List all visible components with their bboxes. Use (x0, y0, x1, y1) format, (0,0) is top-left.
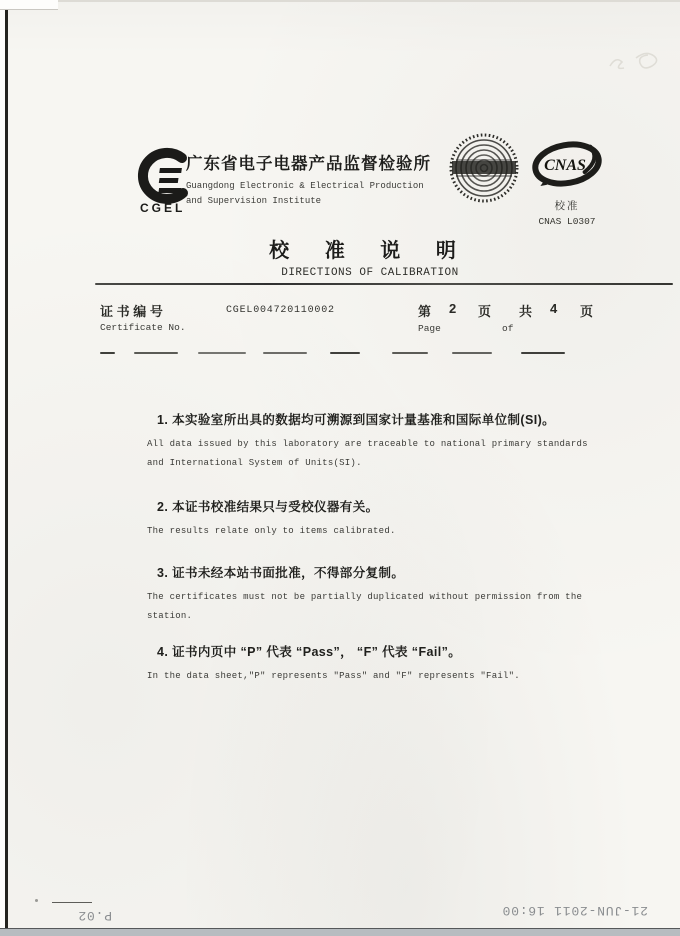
certificate-label-zh: 证 书 编 号 (100, 304, 163, 319)
blank-dash (392, 352, 428, 354)
scan-edge-bottom (0, 928, 680, 936)
blank-dash (521, 352, 565, 354)
fax-page-code: P.02 (77, 908, 112, 923)
direction-item-4-en: In the data sheet,"P" represents "Pass" and "F" represents "Fail". (147, 671, 520, 681)
direction-item-4-zh: 4. 证书内页中 “P” 代表 “Pass”， “F” 代表 “Fail”。 (157, 645, 462, 659)
blank-dash (100, 352, 115, 354)
page-zh-gong: 共 (519, 304, 533, 319)
certificate-label-en: Certificate No. (100, 322, 186, 333)
direction-item-1-en: All data issued by this laboratory are traceable to national primary standards and International System of Units(SI). (147, 439, 588, 468)
cnas-logo-text-svg: CNAS (544, 157, 586, 174)
direction-item-3-en: The certificates must not be partially duplicated without permission from the station. (147, 592, 583, 621)
institute-name-en (186, 179, 486, 209)
direction-item-3-zh: 3. 证书未经本站书面批准，不得部分复制。 (157, 566, 405, 580)
page-zh-ye1: 页 (478, 304, 492, 319)
direction-item-2 (147, 497, 589, 541)
scan-speck (35, 899, 38, 902)
page-total: 4 (550, 301, 558, 316)
cnas-number: CNAS L0307 (538, 216, 596, 227)
institute-name-en-line1: Guangdong Electronic & Electrical Production (186, 181, 424, 191)
page-zh-di: 第 (418, 304, 432, 319)
blank-dash (263, 352, 307, 354)
scan-edge-left-line (5, 7, 8, 932)
institute-name-block (186, 150, 486, 209)
pencil-squiggle-mark (606, 46, 668, 78)
fax-timestamp: 21-JUN-2011 16:00 (501, 903, 648, 918)
direction-item-2-zh: 2. 本证书校准结果只与受校仪器有关。 (157, 500, 379, 514)
cnas-label-zh: 校准 (554, 200, 580, 212)
cnas-logo-icon (531, 139, 603, 189)
logo-text-svg: CGEL (140, 201, 186, 215)
institute-name-zh: 广东省电子电器产品监督检验所 (186, 155, 431, 173)
scan-edge-top-notch (0, 0, 58, 10)
page-zh-ye2: 页 (580, 304, 594, 319)
institute-name-en-line2: and Supervision Institute (186, 196, 322, 206)
document-title-block (70, 234, 670, 279)
document-title-en: DIRECTIONS OF CALIBRATION (281, 267, 459, 279)
blank-dash (452, 352, 492, 354)
page-number: 2 (449, 301, 457, 316)
direction-item-1-zh: 1. 本实验室所出具的数据均可溯源到国家计量基准和国际单位制(SI)。 (157, 413, 556, 427)
blank-dash-row (0, 352, 680, 355)
direction-item-1 (147, 410, 589, 473)
document-title-zh: 校 准 说 明 (269, 240, 471, 262)
direction-item-4 (147, 642, 589, 686)
blank-dash (134, 352, 178, 354)
certificate-number: CGEL004720110002 (226, 305, 335, 316)
round-accreditation-stamp-icon (448, 131, 520, 205)
horizontal-rule (95, 283, 673, 285)
page-label-en: Page (418, 323, 441, 334)
blank-dash (198, 352, 246, 354)
cnas-mark-block (527, 139, 607, 227)
fax-dash-mark (52, 902, 92, 903)
blank-dash (330, 352, 360, 354)
direction-item-3 (147, 563, 589, 626)
scan-edge-top (58, 0, 680, 2)
direction-item-2-en: The results relate only to items calibrated. (147, 526, 396, 536)
of-label-en: of (502, 323, 514, 334)
